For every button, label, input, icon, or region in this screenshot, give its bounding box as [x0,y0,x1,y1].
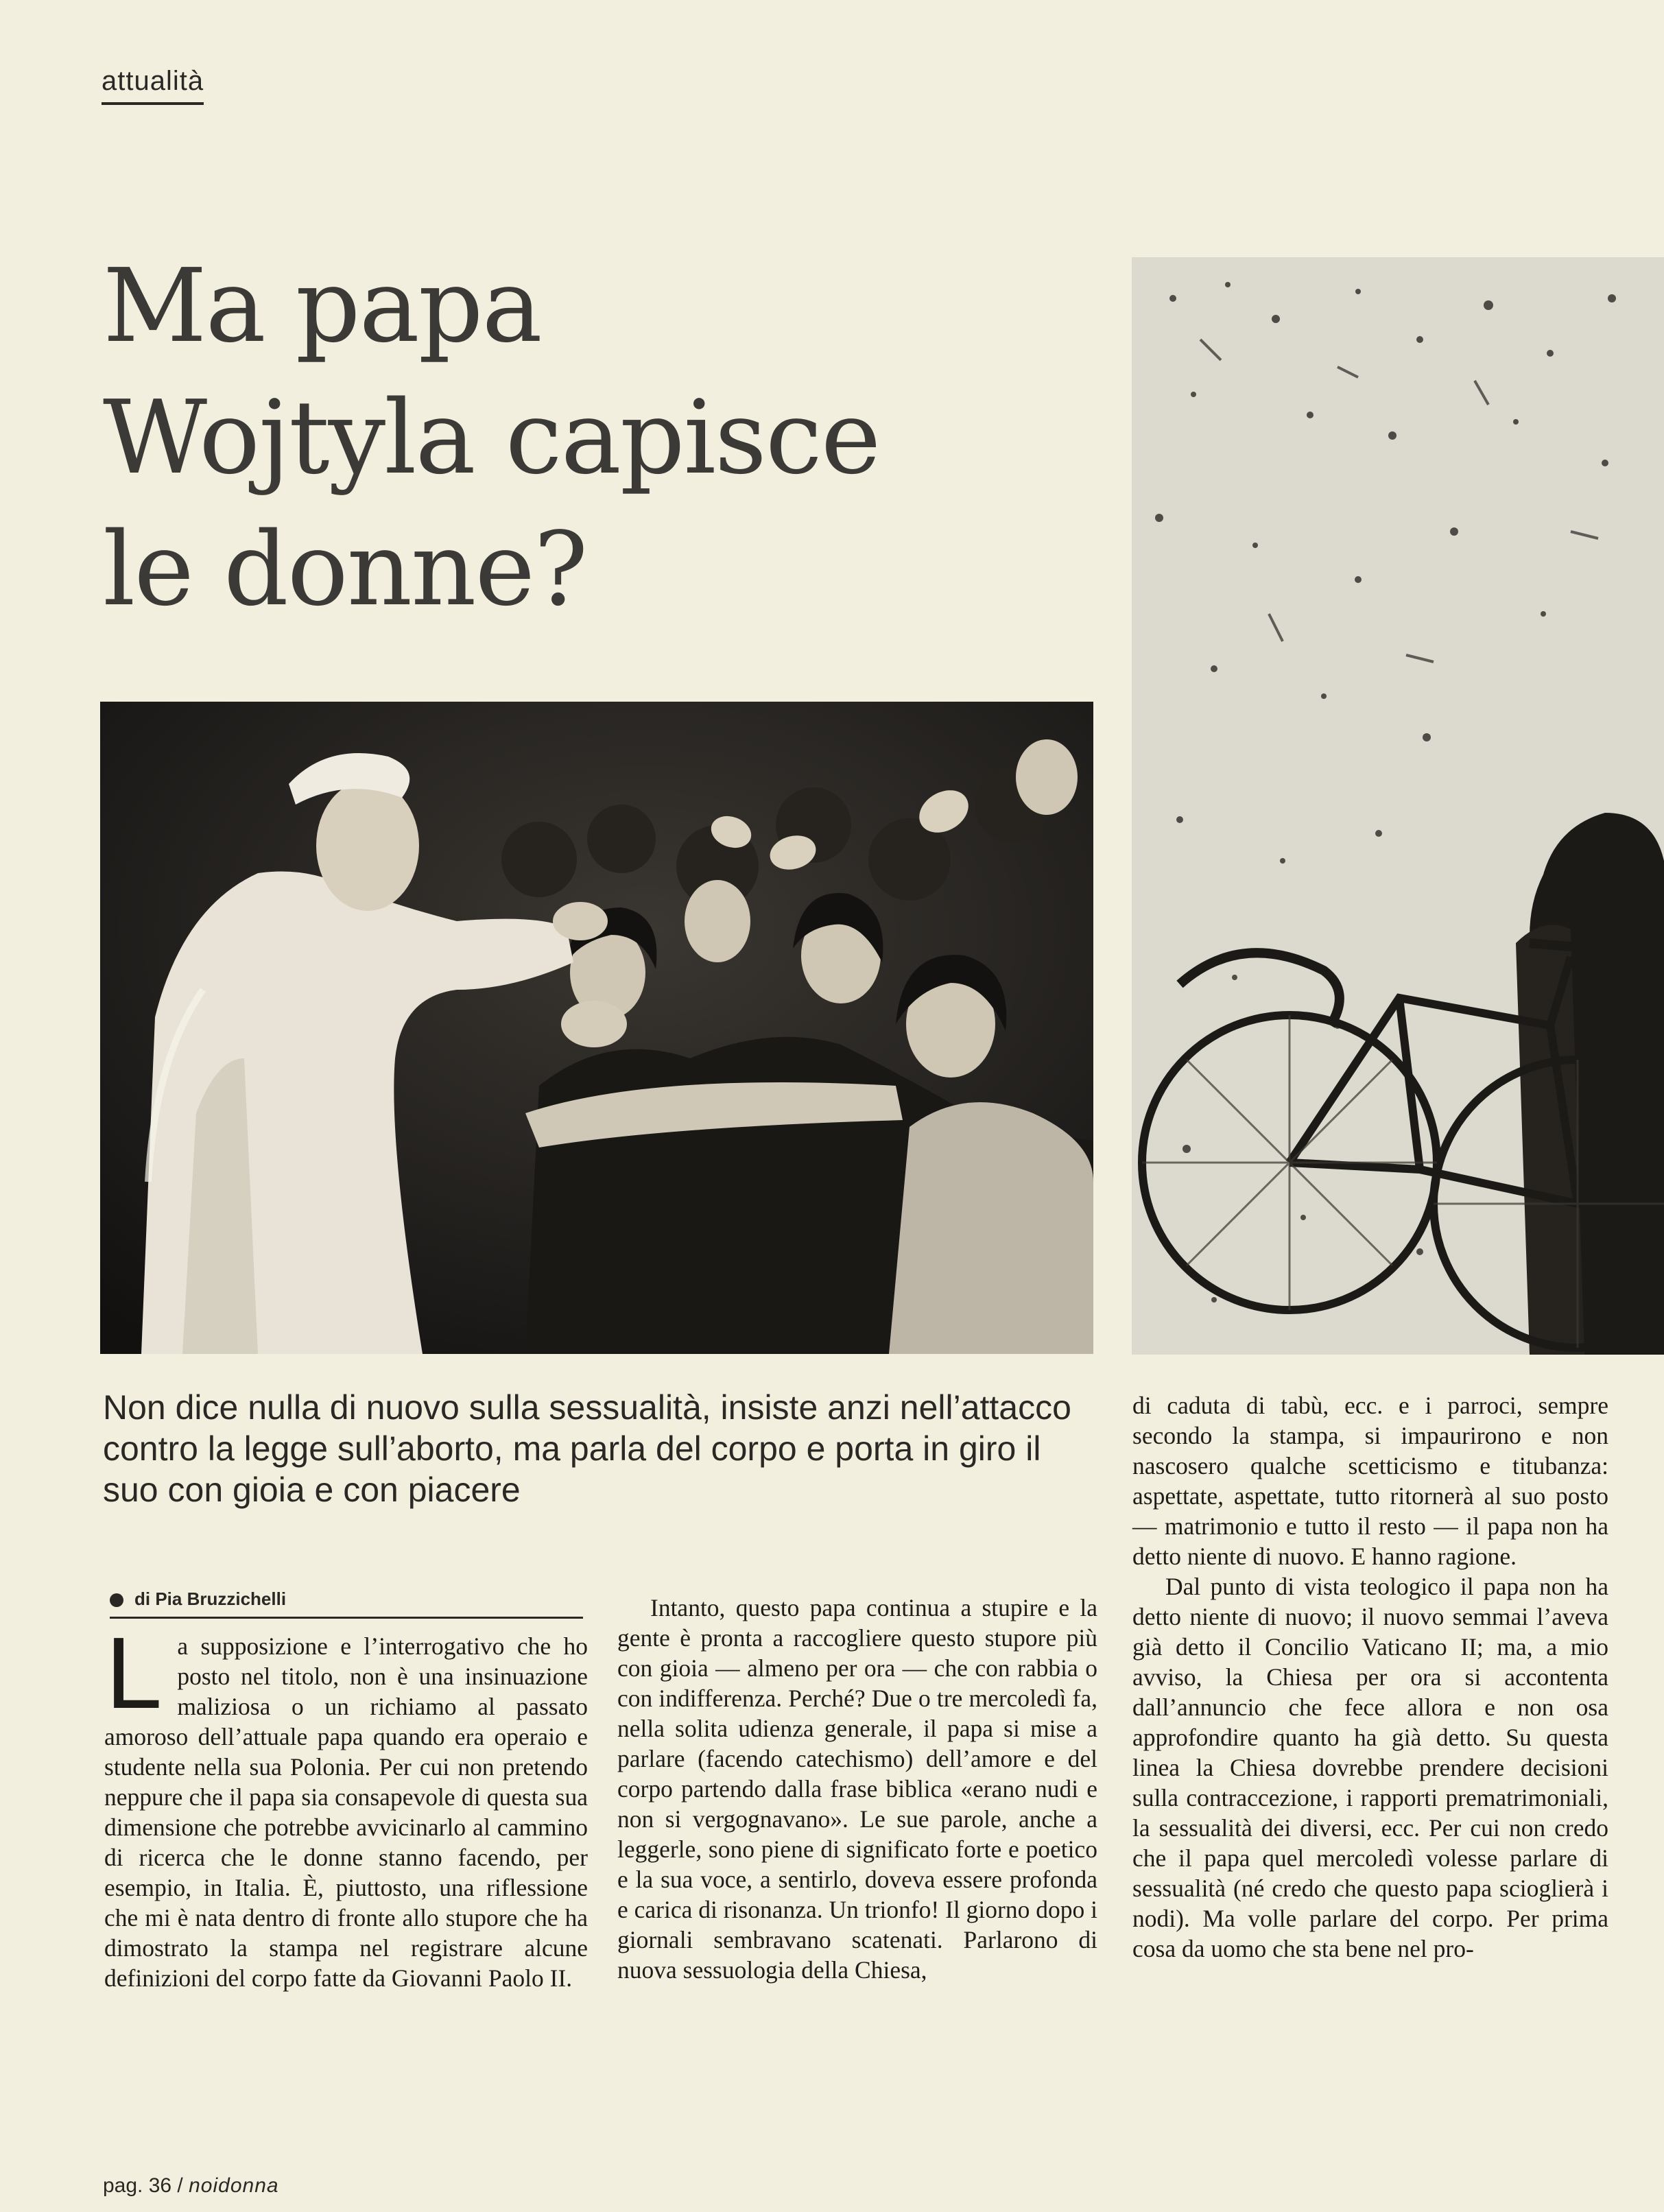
photo-bicycle-shadow [1132,257,1664,1355]
photo-pope-greeting-crowd [100,702,1093,1354]
headline-line-2: Wojtyla capisce [103,379,880,497]
page-footer [103,2174,279,2198]
drop-cap: L [106,1617,163,1730]
article-column-1 [104,1617,588,1993]
deck-subtitle: Non dice nulla di nuovo sulla sessualità, insiste anzi nell’attacco contro la legge sull’aborto, ma parla del corpo e porta in giro il suo con gioia e con piacere [103,1388,1071,1509]
page-number: pag. 36 / [103,2174,183,2197]
byline [110,1589,583,1619]
byline-author: di Pia Bruzzichelli [134,1589,287,1609]
magazine-name: noidonna [189,2174,279,2197]
headline-line-3: le donne? [103,510,587,628]
article-column-2: Intanto, questo papa continua a stupire e la gente è pronta a raccogliere questo stupore più con gioia — almeno per ora — che con rabbia o con indifferenza. Perché? Due o tre mercoledì fa, nella solita udienza generale, il papa si mise a parlare (facendo catechismo) dell’amore e del corpo partendo dalla frase biblica «erano nudi e non si vergognavano». Le sue parole, anche a leggerle, sono piene di significato forte e poetico e la sua voce, a sentirlo, doveva essere profonda e carica di risonanza. Un trionfo! Il giorno dopo i giornali sembravano scatenati. Parlarono di nuova sessuologia della Chiesa, [617,1594,1097,1984]
bullet-icon [110,1593,123,1607]
article-column-3-paragraph-1: di caduta di tabù, ecc. e i parroci, sempre secondo la stampa, si impaurirono e non nascosero qualche scetticismo e titubanza: aspettate, aspettate, tutto ritornerà al suo posto — matrimonio e tutto il resto — il papa non ha detto niente di nuovo. E hanno ragione. [1132,1392,1608,1570]
article-column-3-paragraph-2: Dal punto di vista teologico il papa non ha detto niente di nuovo; il nuovo semmai l’aveva già detto il Concilio Vaticano II; ma, a mio avviso, la Chiesa per ora si accontenta dall’annuncio che fece allora e non osa approfondire quanto ha già detto. Su questa linea la Chiesa dovrebbe prendere decisioni sulla contraccezione, i rapporti prematrimoniali, la sessualità dei diversi, ecc. Per cui non credo che il papa quel mercoledì volesse parlare di sessualità (né credo che questo papa scioglierà i nodi). Ma volle parlare del corpo. Per prima cosa da uomo che sta bene nel pro- [1132,1573,1608,1962]
headline-line-1: Ma papa [103,247,541,365]
pope-crowd-illustration [100,702,1093,1354]
article-column-3 [1132,1390,1608,1964]
article-column-1-text: a supposizione e l’interrogativo che ho posto nel titolo, non è una insinuazione maliziosa o un richiamo al passato amoroso dell’attuale papa quando era operaio e studente nella sua Polonia. Per cui non pretendo neppure che il papa sia consapevole di questa sua dimensione che potrebbe avvicinarlo al cammino di ricerca che le donne stanno facendo, per esempio, in Italia. È, piuttosto, una riflessione che mi è nata dentro di fronte allo stupore che ha dimostrato la stampa nel registrare alcune definizioni del corpo fatte da Giovanni Paolo II. [104,1632,588,1992]
section-label: attualità [102,66,204,105]
bicycle-shadow-illustration [1132,257,1664,1355]
headline [103,240,1145,635]
